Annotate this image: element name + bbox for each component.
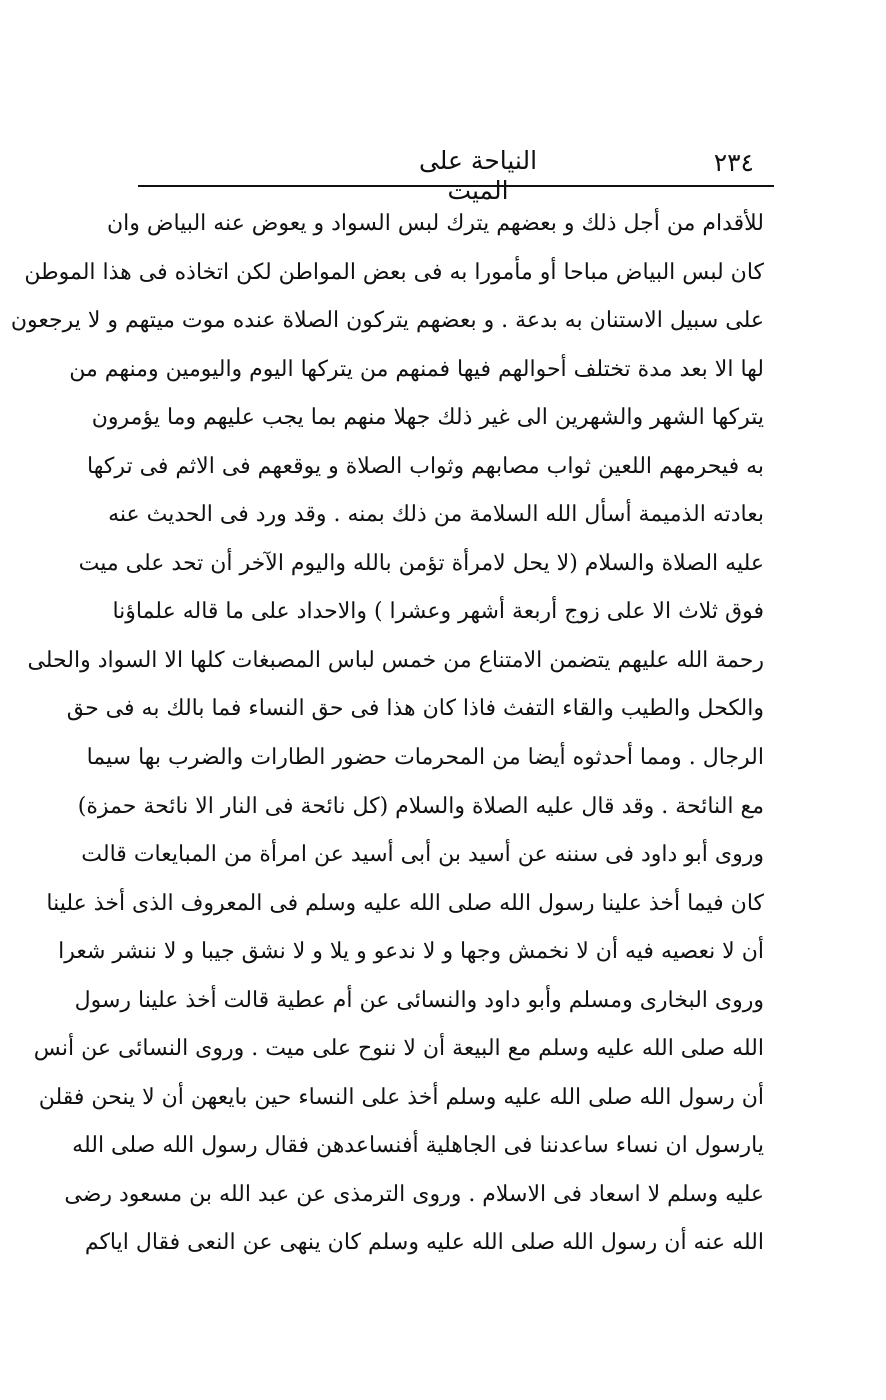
text-line: أن رسول الله صلى الله عليه وسلم أخذ على النساء حين بايعهن أن لا ينحن فقلن [38,1084,764,1110]
text-line: الرجال . ومما أحدثوه أيضا من المحرمات حضور الطارات والضرب بها سيما [86,745,764,771]
page-header [138,140,774,205]
body-text [10,200,764,1280]
text-line: الله عنه أن رسول الله صلى الله عليه وسلم كان ينهى عن النعى فقال اياكم [84,1230,764,1256]
text-line: يتركها الشهر والشهرين الى غير ذلك جهلا منهم بما يجب عليهم وما يؤمرون [91,405,764,431]
text-line: رحمة الله عليهم يتضمن الامتناع من خمس لباس المصبغات كلها الا السواد والحلى [27,647,764,673]
text-line: لها الا بعد مدة تختلف أحوالهم فيها فمنهم من يتركها اليوم واليومين ومنهم من [69,356,764,382]
header-rule [138,185,774,187]
page-number: ٢٣٤ [713,148,754,177]
text-line: على سبيل الاستنان به بدعة . و بعضهم يتركون الصلاة عنده موت ميتهم و لا يرجعون [10,308,764,334]
text-line: أن لا نعصيه فيه أن لا نخمش وجها و لا ندعو و يلا و لا نشق جيبا و لا ننشر شعرا [58,939,764,965]
text-line: للأقدام من أجل ذلك و بعضهم يترك لبس السواد و يعوض عنه البياض وان [106,211,764,236]
text-line: بعادته الذميمة أسأل الله السلامة من ذلك بمنه . وقد ورد فى الحديث عنه [108,502,764,528]
text-line: كان فيما أخذ علينا رسول الله صلى الله عليه وسلم فى المعروف الذى أخذ علينا [46,890,764,916]
text-line: كان لبس البياض مباحا أو مأمورا به فى بعض المواطن لكن اتخاذه فى هذا الموطن [24,259,764,285]
running-title: النياحة على الميت [418,146,538,205]
text-line: الله صلى الله عليه وسلم مع البيعة أن لا ننوح على ميت . وروى النسائى عن أنس [33,1036,764,1062]
text-line: عليه الصلاة والسلام (لا يحل لامرأة تؤمن بالله واليوم الآخر أن تحد على ميت [78,550,764,576]
text-line: به فيحرمهم اللعين ثواب مصابهم وثواب الصلاة و يوقعهم فى الاثم فى تركها [87,453,764,479]
text-line: مع النائحة . وقد قال عليه الصلاة والسلام (كل نائحة فى النار الا نائحة حمزة) [77,793,764,819]
text-line: فوق ثلاث الا على زوج أربعة أشهر وعشرا ) والاحداد على ما قاله علماؤنا [112,599,764,625]
text-line: وروى أبو داود فى سننه عن أسيد بن أبى أسيد عن امرأة من المبايعات قالت [81,842,764,868]
text-line: والكحل والطيب والقاء التفث فاذا كان هذا فى حق النساء فما بالك به فى حق [66,696,764,722]
text-line: وروى البخارى ومسلم وأبو داود والنسائى عن أم عطية قالت أخذ علينا رسول [74,987,764,1013]
text-line: يارسول ان نساء ساعدننا فى الجاهلية أفنساعدهن فقال رسول الله صلى الله [72,1133,764,1159]
text-line: عليه وسلم لا اسعاد فى الاسلام . وروى الترمذى عن عبد الله بن مسعود رضى [64,1181,764,1207]
